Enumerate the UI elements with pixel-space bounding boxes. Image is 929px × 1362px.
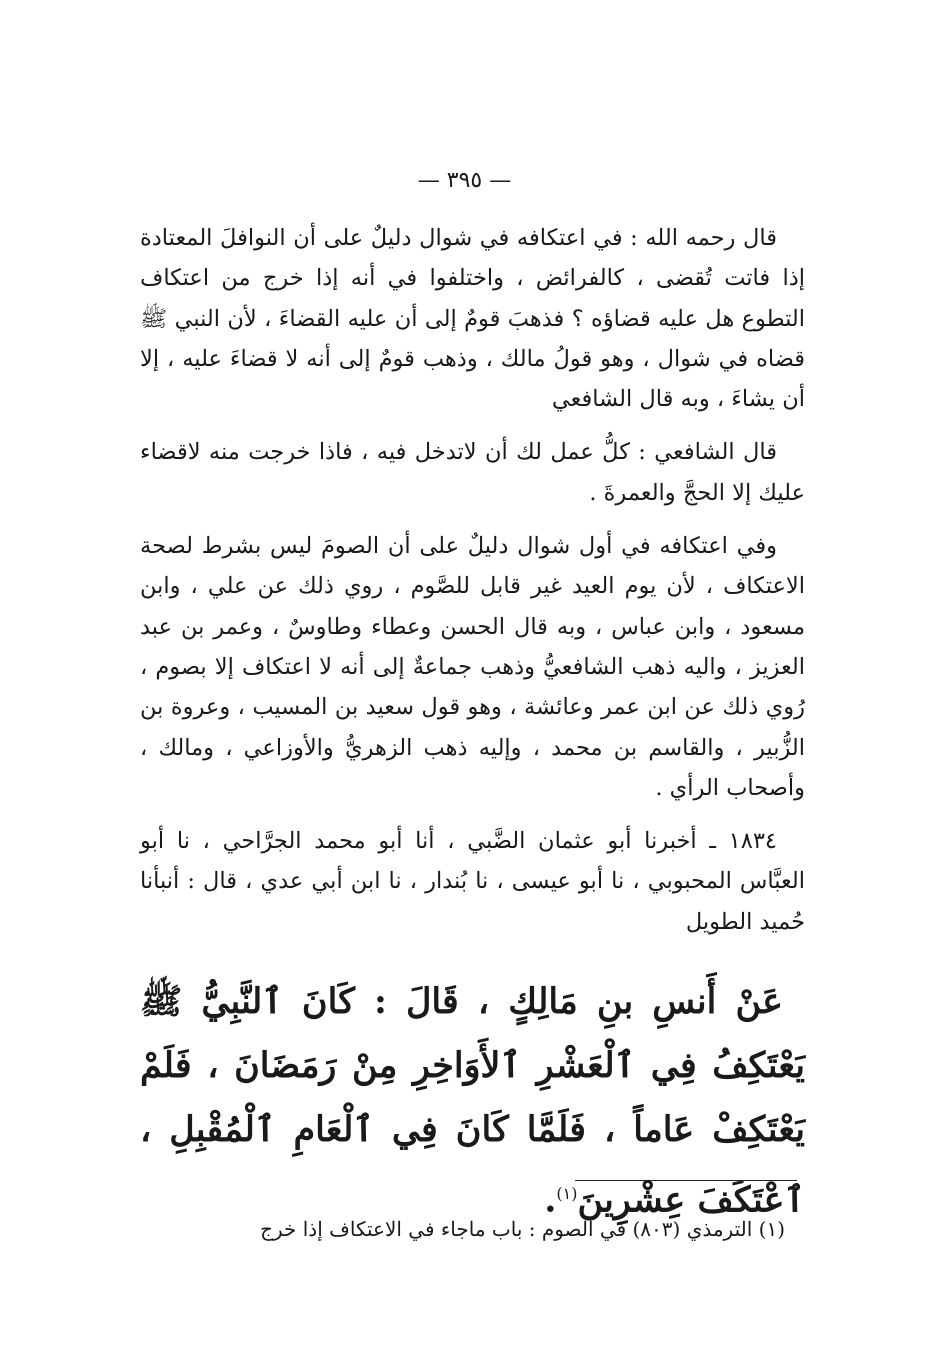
footnote: (١) الترمذي (٨٠٣) في الصوم : باب ماجاء في الاعتكاف إذا خرج [260,1217,785,1241]
hadith-end: . [544,1179,557,1221]
paragraph-fasting-condition: وفي اعتكافه في أول شوال دليلٌ على أن الصومَ ليس بشرط لصحة الاعتكاف ، لأن يوم العيد غير قابل للصَّوم ، روي ذلك عن علي ، وابن مسعود ، وابن عباس ، وبه قال الحسن وعطاء وطاوسٌ ، وعمر بن عبد العزيز ، واليه ذهب الشافعيُّ وذهب جماعةٌ إلى أنه لا اعتكاف إلا بصوم ، رُوي ذلك عن ابن عمر وعائشة ، وهو قول سعيد بن المسيب ، وعروة بن الزُّبير ، والقاسم بن محمد ، وإليه ذهب الزهريُّ والأوزاعي ، ومالك ، وأصحاب الرأي . [140,533,805,801]
page-number: — ٣٩٥ — [417,168,512,193]
paragraph-commentary: قال رحمه الله : في اعتكافه في شوال دليلٌ على أن النوافلَ المعتادة إذا فاتت تُقضى ، كالفرائض ، واختلفوا في أنه إذا خرج من اعتكاف التطوع هل عليه قضاؤه ؟ فذهبَ قومٌ إلى أن عليه القضاءَ ، لأن النبي ﷺ قضاه في شوال ، وهو قولُ مالك ، وذهب قومٌ إلى أنه لا قضاءَ عليه ، إلا أن يشاءَ ، وبه قال الشافعي [140,225,805,413]
footnote-divider [575,1180,797,1181]
main-text [140,218,805,955]
hadith-text [140,970,805,1233]
paragraph-shafii-quote: قال الشافعي : كلُّ عمل لك أن لاتدخل فيه ، فاذا خرجت منه لاقضاء عليك إلا الحجَّ والعمرةَ . [140,439,805,506]
hadith-body: عَنْ أَنسِ بنِ مَالِكٍ ، قَالَ : كَانَ ٱلنَّبِيُّ ﷺ يَعْتَكِفُ فِي ٱلْعَشْرِ ٱلأَوَاخِرِ مِنْ رَمَضَانَ ، فَلَمْ يَعْتَكِفْ عَاماً ، فَلَمَّا كَانَ فِي ٱلْعَامِ ٱلْمُقْبِلِ ، ٱعْتَكَفَ عِشْرِينَ [140,981,805,1221]
footnote-marker: (١) [556,1184,578,1203]
paragraph-isnad: ١٨٣٤ ـ أخبرنا أبو عثمان الضَّبي ، أنا أبو محمد الجرَّاحي ، نا أبو العبَّاس المحبوبي ، نا أبو عيسى ، نا بُندار ، نا ابن أبي عدي ، قال : أنبأنا حُميد الطويل [140,828,805,935]
